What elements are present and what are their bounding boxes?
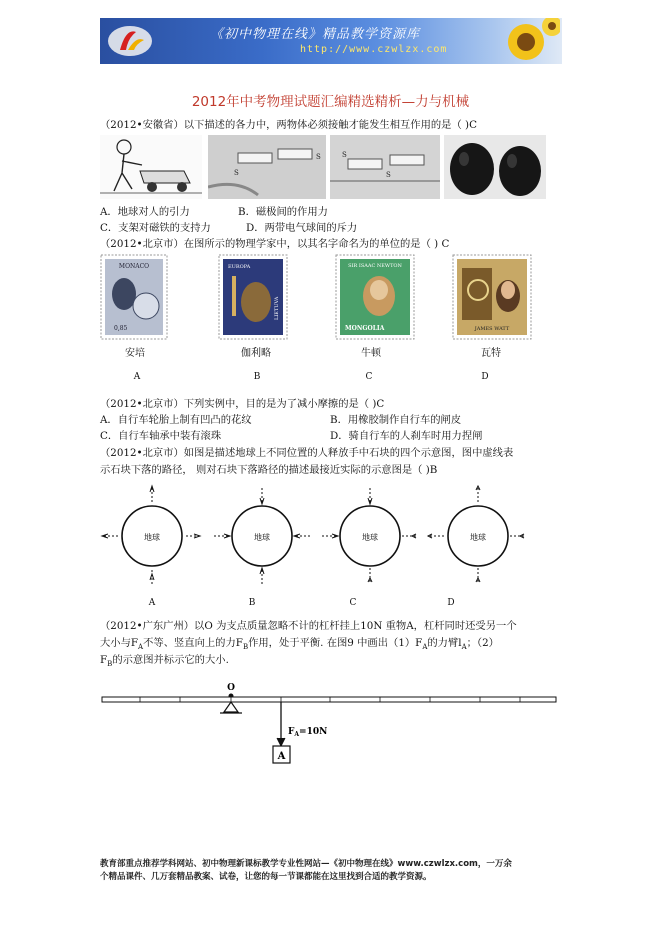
site-name: 《初中物理在线》精品教学资源库 — [210, 27, 421, 42]
stamp-galileo — [218, 254, 288, 340]
stamp-bottom-text: JAMES WATT — [474, 326, 510, 332]
stamp-top-text: MONACO — [118, 263, 150, 270]
stamp-bottom-text: 0,85 — [114, 325, 128, 332]
stamp-name-watt: 瓦特 — [481, 348, 501, 359]
earth-letter-c: C — [349, 598, 357, 608]
sunflower-icon — [480, 18, 560, 64]
q1-image-magnets-2 — [330, 135, 440, 199]
q3-option-b: B．用橡胶制作自行车的闸皮 — [330, 414, 462, 426]
earth-letter-d: D — [447, 598, 455, 608]
q4-stem-line-2: 示石块下落的路径， 则对石块下落路径的描述最接近实际的示意图是（ )B — [100, 464, 438, 476]
site-banner — [100, 18, 562, 64]
document-title: 2012年中考物理试题汇编精选精析—力与机械 — [191, 94, 470, 110]
earth-diagram-a — [102, 486, 200, 584]
q3-stem: （2012•北京市）下列实例中，目的是为了减小摩擦的是（ )C — [100, 398, 385, 410]
stamp-letter-b: B — [253, 372, 261, 382]
q1-option-d: D．两带电气球间的斥力 — [246, 222, 358, 234]
q1-stem: （2012•安徽省）以下描述的各力中，两物体必须接触才能发生相互作用的是（ )C — [100, 119, 477, 131]
earth-letter-a: A — [148, 598, 156, 608]
q2-stem: （2012•北京市）在图所示的物理学家中，以其名字命名为的单位的是（ ) C — [100, 238, 450, 250]
stamp-bottom-text: MONGOLIA — [345, 325, 385, 332]
force-label: $F_A=10N$ — [288, 727, 328, 738]
stamp-name-ampere: 安培 — [125, 348, 145, 359]
earth-diagrams — [100, 484, 560, 584]
site-logo-icon — [106, 24, 154, 58]
stamp-top-text: SIR ISAAC NEWTON — [348, 263, 402, 269]
q3-option-d: D．骑自行车的人刹车时用力捏闸 — [330, 430, 483, 442]
footer-line-2: 个精品课件、几万套精品教案、试卷，让您的每一节课都能在这里找到合适的教学资源。 — [100, 872, 432, 882]
q5-line-1: （2012•广东广州）以O 为支点质量忽略不计的杠杆挂上10N 重物A，杠杆同时还受另一个 — [100, 620, 517, 632]
q4-stem-line-1: （2012•北京市）如图是描述地球上不同位置的人释放手中石块的四个示意图，图中虚线表 — [100, 447, 514, 459]
earth-letter-b: B — [248, 598, 256, 608]
stamp-watt — [452, 254, 532, 340]
q5-line-3: $F_B$的示意图并标示它的大小. — [100, 654, 229, 669]
q3-option-a: A．自行车轮胎上制有凹凸的花纹 — [100, 414, 252, 426]
earth-label: 地球 — [144, 533, 160, 542]
magnet-label: S — [234, 169, 239, 177]
stamp-top-text: EUROPA — [228, 264, 251, 270]
earth-label: 地球 — [362, 533, 378, 542]
stamp-ampere — [100, 254, 168, 340]
site-url[interactable]: http://www.czwlzx.com — [300, 44, 448, 55]
earth-diagram-b — [214, 488, 310, 584]
q5-line-2: 大小与$F_A$不等、竖直向上的力$F_B$作用，处于平衡. 在图9 中画出$(1)F_A$的力臂$l_A$；（2） — [100, 637, 499, 652]
earth-diagram-c — [322, 488, 418, 584]
earth-diagram-d — [428, 486, 526, 584]
stamp-name-galileo: 伽利略 — [241, 348, 271, 359]
q1-option-a: A．地球对人的引力 — [100, 206, 190, 218]
stamp-newton — [335, 254, 415, 340]
page-footer — [100, 858, 570, 884]
stamp-name-newton: 牛顿 — [361, 348, 381, 359]
q1-image-man-pushing-cart — [100, 135, 202, 199]
q1-option-b: B．磁极间的作用力 — [238, 206, 328, 218]
footer-line-1: 教育部重点推荐学科网站、初中物理新课标教学专业性网站—《初中物理在线》www.czwlzx.com，一万余 — [100, 859, 512, 869]
stamp-letter-d: D — [481, 372, 489, 382]
magnet-label: S — [316, 153, 321, 161]
stamp-letter-c: C — [365, 372, 373, 382]
stamp-bottom-text: LIETUVA — [274, 296, 280, 320]
stamp-letter-a: A — [133, 372, 141, 382]
q1-option-c: C．支架对磁铁的支持力 — [100, 222, 211, 234]
earth-label: 地球 — [470, 533, 486, 542]
magnet-label: S — [342, 151, 347, 159]
q1-image-magnets-1 — [208, 135, 326, 199]
weight-label: A — [277, 751, 286, 762]
q3-option-c: C．自行车轴承中装有滚珠 — [100, 430, 222, 442]
q1-image-balloons — [444, 135, 546, 199]
lever-diagram — [100, 680, 570, 770]
magnet-label: S — [386, 171, 391, 179]
pivot-label: O — [227, 683, 235, 693]
earth-label: 地球 — [254, 533, 270, 542]
